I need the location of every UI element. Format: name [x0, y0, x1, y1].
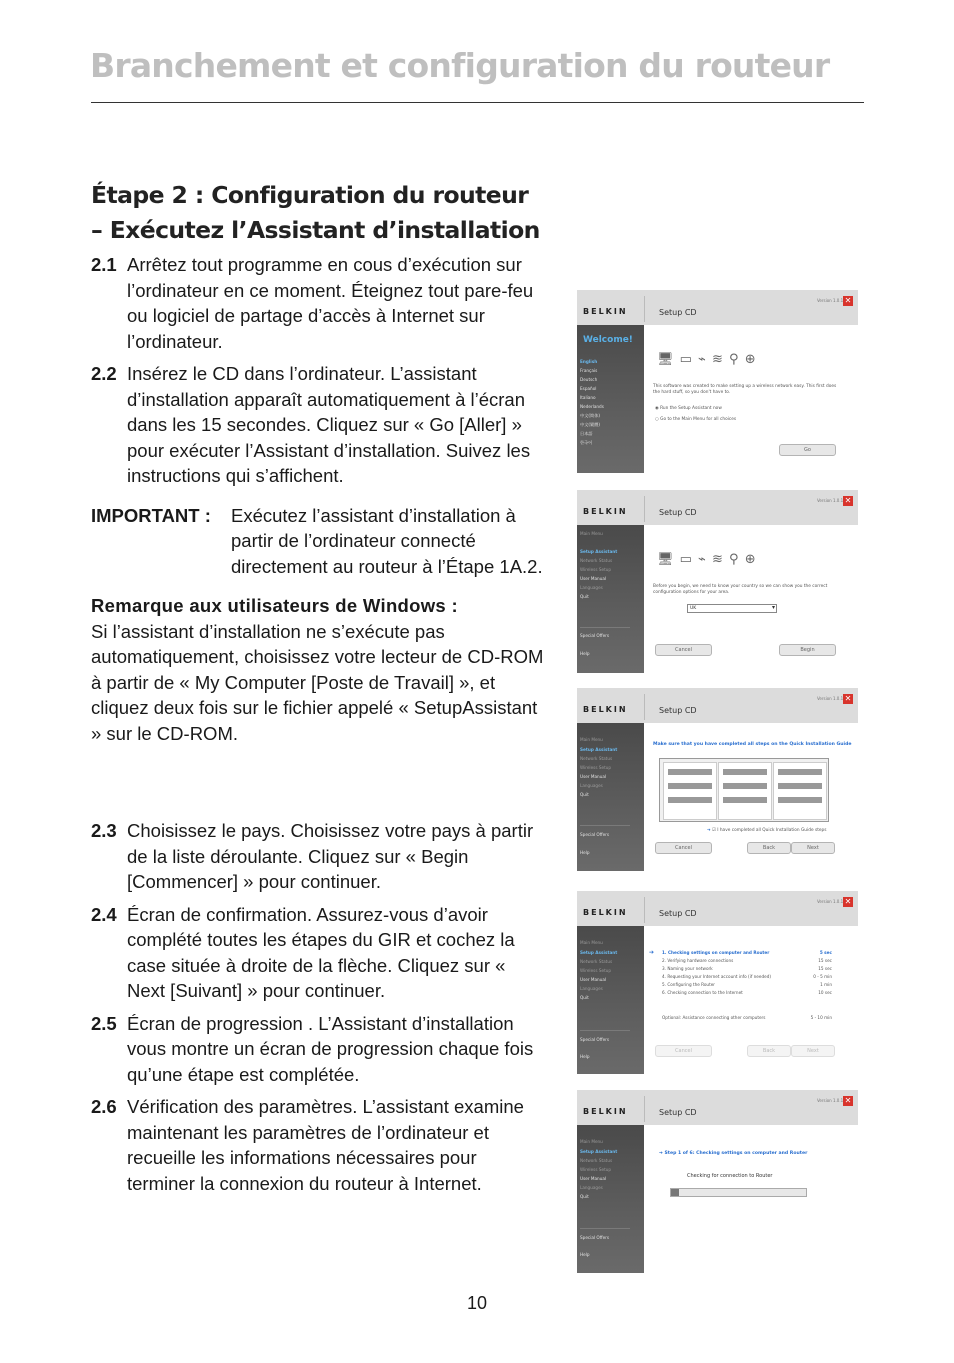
checking-progress-bar	[670, 1188, 807, 1197]
step-text: Insérez le CD dans l’ordinateur. L’assistant d’installation apparaît automatiquement à l’écran dans les 15 secondes. Cliquez sur « Go [Aller] » pour exécuter l’Assistant d’installation. Suivez les instructions qui s’affichent.	[127, 363, 531, 486]
quick-installation-guide-image	[659, 758, 829, 822]
optional-row: Optional: Assistance connecting other computers 5 - 10 min	[662, 1015, 832, 1020]
belkin-logo: BELKIN	[583, 908, 628, 917]
menu-item[interactable]: Wireless Setup	[580, 567, 612, 572]
close-icon[interactable]: ✕	[844, 897, 852, 906]
menu-item[interactable]: Wireless Setup	[580, 968, 612, 973]
back-button[interactable]: Back	[747, 842, 791, 854]
belkin-logo: BELKIN	[583, 705, 628, 714]
cancel-button[interactable]: Cancel	[655, 644, 712, 656]
section-heading-line-2: – Exécutez l’Assistant d’installation	[91, 216, 540, 244]
windows-note-title: Remarque aux utilisateurs de Windows :	[91, 595, 458, 616]
close-icon[interactable]: ✕	[844, 694, 852, 703]
menu-item[interactable]: Main Menu	[580, 940, 603, 945]
step-text: Écran de confirmation. Assurez-vous d’avoir complété toutes les étapes du GIR et cochez la case située à droite de la flèche. Cliquez sur « Next [Suivant] » pour continuer.	[127, 903, 515, 1001]
special-offers-link[interactable]: Special Offers	[580, 1235, 610, 1240]
belkin-logo: BELKIN	[583, 1107, 628, 1116]
language-item[interactable]: Nederlands	[580, 404, 604, 409]
completed-checkbox[interactable]: ➔ ☑ I have completed all Quick Installation Guide steps	[707, 828, 827, 833]
menu-item[interactable]: Setup Assistant	[580, 747, 618, 752]
country-text-2: configuration options for your area.	[653, 590, 730, 595]
language-item[interactable]: English	[580, 359, 598, 364]
confirmation-heading: Make sure that you have completed all steps on the Quick Installation Guide	[653, 742, 852, 747]
screenshot-country	[577, 490, 858, 673]
language-item[interactable]: Español	[580, 386, 597, 391]
special-offers-link[interactable]: Special Offers	[580, 832, 610, 837]
menu-item[interactable]: Quit	[580, 792, 589, 797]
version-label: Version 1.0.1	[817, 696, 844, 701]
steps-block-2	[91, 818, 546, 1196]
menu-item[interactable]: User Manual	[580, 977, 607, 982]
special-offers-link[interactable]: Special Offers	[580, 1037, 610, 1042]
cancel-button[interactable]: Cancel	[655, 1045, 712, 1057]
intro-text: This software was created to make setting up a wireless network easy. This first does	[653, 384, 837, 389]
menu-item[interactable]: Main Menu	[580, 1139, 603, 1144]
intro-text-2: the hard stuff, so you don't have to.	[653, 390, 731, 395]
cancel-button[interactable]: Cancel	[655, 842, 712, 854]
step-2-3	[91, 818, 546, 895]
important-note	[91, 503, 546, 580]
page-title: Branchement et configuration du routeur	[90, 46, 830, 85]
country-text: Before you begin, we need to know your country so we can show you the correct	[653, 584, 828, 589]
menu-item[interactable]: Network Status	[580, 756, 613, 761]
language-item[interactable]: Français	[580, 368, 598, 373]
screenshot-checking	[577, 1090, 858, 1273]
step-text: Vérification des paramètres. L’assistant examine maintenant les paramètres de l’ordinateur et recueille les informations nécessaires pour terminer la connexion du routeur à Internet.	[127, 1096, 524, 1194]
step-2-6	[91, 1094, 546, 1196]
network-devices-icon: 🖥 ▭ ⌁ ≋ ⚲ ⊕	[657, 552, 757, 567]
page-number: 10	[466, 1293, 488, 1313]
belkin-logo: BELKIN	[583, 507, 628, 516]
help-link[interactable]: Help	[580, 651, 590, 656]
radio-run-assistant[interactable]: ◉ Run the Setup Assistant now	[655, 406, 722, 411]
begin-button[interactable]: Begin	[779, 644, 836, 656]
language-item[interactable]: Deutsch	[580, 377, 598, 382]
sidebar	[577, 325, 644, 473]
close-icon[interactable]: ✕	[844, 296, 852, 305]
close-icon[interactable]: ✕	[844, 1096, 852, 1105]
help-link[interactable]: Help	[580, 850, 590, 855]
progress-row: 5. Configuring the Router 1 min	[662, 982, 832, 987]
welcome-heading: Welcome!	[583, 335, 633, 345]
screenshot-welcome	[577, 290, 858, 473]
go-button[interactable]: Go	[779, 444, 836, 456]
step-number: 2.1	[91, 254, 117, 275]
version-label: Version 1.0.1	[817, 298, 844, 303]
step-2-1	[91, 252, 546, 354]
current-step-label: ➔ Step 1 of 6: Checking settings on computer and Router	[659, 1151, 808, 1156]
next-button[interactable]: Next	[791, 842, 835, 854]
checking-text: Checking for connection to Router	[687, 1173, 773, 1179]
menu-item[interactable]: Wireless Setup	[580, 765, 612, 770]
belkin-logo: BELKIN	[583, 307, 628, 316]
version-label: Version 1.0.1	[817, 498, 844, 503]
steps-block-1	[91, 252, 546, 746]
app-title: Setup CD	[659, 706, 697, 715]
menu-item[interactable]: Setup Assistant	[580, 1149, 618, 1154]
language-item[interactable]: 日本語	[580, 431, 593, 436]
version-label: Version 1.0.1	[817, 899, 844, 904]
app-title: Setup CD	[659, 909, 697, 918]
menu-item[interactable]: Quit	[580, 594, 589, 599]
menu-item[interactable]: Languages	[580, 585, 603, 590]
current-step-arrow-icon: ➔	[649, 949, 655, 956]
menu-item[interactable]: Setup Assistant	[580, 950, 618, 955]
sidebar	[577, 926, 644, 1074]
step-text: Choisissez le pays. Choisissez votre pays à partir de la liste déroulante. Cliquez sur « Begin [Commencer] » pour continuer.	[127, 820, 534, 892]
menu-item[interactable]: Network Status	[580, 1158, 613, 1163]
progress-row: 2. Verifying hardware connections 15 sec	[662, 958, 832, 963]
menu-item[interactable]: Quit	[580, 995, 589, 1000]
menu-item[interactable]: Wireless Setup	[580, 1167, 612, 1172]
menu-item[interactable]: Network Status	[580, 558, 613, 563]
menu-item[interactable]: User Manual	[580, 576, 607, 581]
sidebar	[577, 525, 644, 673]
menu-item[interactable]: User Manual	[580, 774, 607, 779]
language-item[interactable]: 한국어	[580, 440, 593, 445]
next-button[interactable]: Next	[791, 1045, 835, 1057]
language-item[interactable]: Italiano	[580, 395, 596, 400]
app-title: Setup CD	[659, 308, 697, 317]
windows-note-text: Si l’assistant d’installation ne s’exécute pas automatiquement, choisissez votre lecteur de CD-ROM à partir de « My Computer [Poste de Travail] », et cliquez deux fois sur le fichier appelé « SetupAssistant » sur le CD-ROM.	[91, 620, 544, 744]
language-item[interactable]: 中文(繁體)	[580, 422, 601, 427]
app-title: Setup CD	[659, 1108, 697, 1117]
windows-note	[91, 593, 546, 746]
step-number: 2.6	[91, 1096, 117, 1117]
section-heading	[91, 178, 551, 248]
important-label: IMPORTANT :	[91, 504, 211, 526]
step-2-2	[91, 361, 546, 489]
language-item[interactable]: 中文(简体)	[580, 413, 601, 418]
screenshot-progress	[577, 891, 858, 1074]
step-text: Arrêtez tout programme en cous d’exécution sur l’ordinateur en ce moment. Éteignez tout pare-feu ou logiciel de partage d’accès à Internet sur l’ordinateur.	[127, 254, 534, 352]
help-link[interactable]: Help	[580, 1252, 590, 1257]
menu-item[interactable]: Quit	[580, 1194, 589, 1199]
header-rule	[91, 102, 864, 103]
close-icon[interactable]: ✕	[844, 496, 852, 505]
menu-item[interactable]: Main Menu	[580, 737, 603, 742]
country-select[interactable]: UK ▾	[687, 604, 777, 613]
menu-item[interactable]: Languages	[580, 986, 603, 991]
step-2-5	[91, 1011, 546, 1088]
screenshot-confirmation	[577, 688, 858, 871]
help-link[interactable]: Help	[580, 1054, 590, 1059]
back-button[interactable]: Back	[747, 1045, 791, 1057]
menu-item[interactable]: Network Status	[580, 959, 613, 964]
step-2-4	[91, 902, 546, 1004]
section-heading-line-1: Étape 2 : Configuration du routeur	[91, 181, 529, 209]
menu-item[interactable]: Languages	[580, 1185, 603, 1190]
step-number: 2.5	[91, 1012, 117, 1034]
sidebar	[577, 723, 644, 871]
step-number: 2.3	[91, 820, 117, 841]
important-text: Exécutez l’assistant d’installation à partir de l’ordinateur connecté directement au routeur à l’Étape 1A.2.	[231, 504, 543, 577]
progress-row: 1. Checking settings on computer and Router 5 sec	[662, 950, 832, 955]
step-number: 2.2	[91, 363, 117, 384]
step-number: 2.4	[91, 903, 117, 925]
app-title: Setup CD	[659, 508, 697, 517]
special-offers-link[interactable]: Special Offers	[580, 633, 610, 638]
menu-item[interactable]: User Manual	[580, 1176, 607, 1181]
version-label: Version 1.0.1	[817, 1098, 844, 1103]
menu-item[interactable]: Setup Assistant	[580, 549, 618, 554]
step-text: Écran de progression . L’Assistant d’installation vous montre un écran de progression chaque fois qu’une étape est complétée.	[127, 1012, 534, 1085]
progress-row: 3. Naming your network 15 sec	[662, 966, 832, 971]
network-devices-icon: 🖥 ▭ ⌁ ≋ ⚲ ⊕	[657, 352, 757, 367]
progress-row: 6. Checking connection to the Internet 10 sec	[662, 990, 832, 995]
sidebar	[577, 1125, 644, 1273]
menu-item[interactable]: Main Menu	[580, 531, 603, 536]
menu-item[interactable]: Languages	[580, 783, 603, 788]
progress-row: 4. Requesting your Internet account info (if needed) 0 - 5 min	[662, 974, 832, 979]
radio-main-menu[interactable]: ○ Go to the Main Menu for all choices	[655, 417, 737, 422]
